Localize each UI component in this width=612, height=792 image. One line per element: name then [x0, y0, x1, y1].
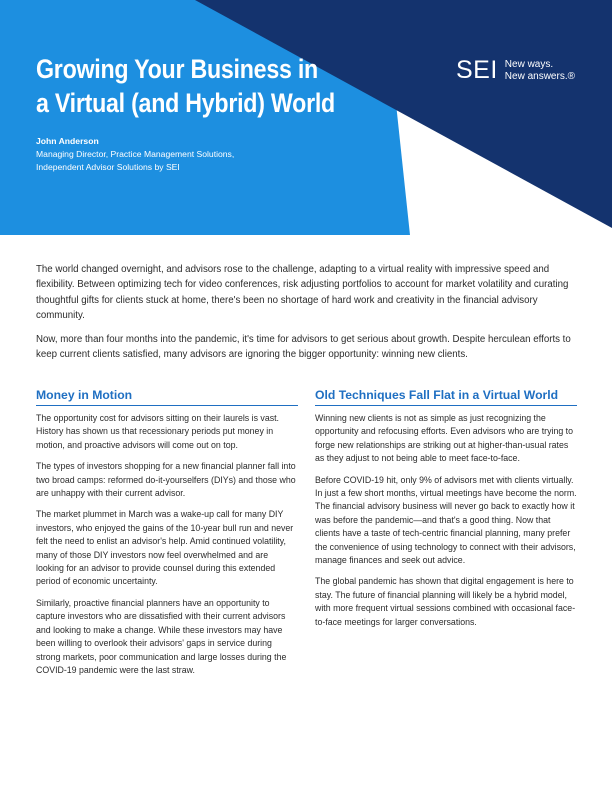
body-paragraph: Similarly, proactive financial planners have an opportunity to capture investors who are dissatisfied with their current advisors and looking to make a change. While these investors may have been willing to overlook their advisors' gaps in service during strong markets, poor communication and large losses during the COVID-19 pandemic were the last straw. — [36, 597, 287, 675]
title-line: a Virtual (and Hybrid) World — [36, 88, 335, 118]
body-paragraph: The market plummet in March was a wake-up call for many DIY investors, who enjoyed the gains of the 10-year bull run and never felt the need to enlist an advisor's help. Amid continued volatility, many of those DIY investors now feel overwhelmed and are looking for an advisor to provide counsel during this extended period of economic uncertainty. — [36, 509, 294, 587]
logo-tagline-line: New ways. — [504, 59, 554, 70]
section-heading-old-techniques: Old Techniques Fall Flat in a Virtual World — [315, 388, 577, 406]
author-block — [36, 135, 234, 174]
body-paragraph: The global pandemic has shown that digital engagement is here to stay. The future of financial planning will likely be a hybrid model, with more frequent virtual sessions combined with occasional face-to-face meetings for larger conversations. — [315, 576, 576, 627]
title-line: Growing Your Business in — [36, 54, 318, 84]
logo-mark: SEI — [456, 56, 498, 84]
body-paragraph: Winning new clients is not as simple as just recognizing the opportunity and refocusing efforts. Even advisors who are trying to forge new relationships are striking out at higher-than-usual rates as they adjust to not being able to meet face-to-face. — [315, 413, 574, 464]
author-name: John Anderson — [36, 136, 99, 146]
body-paragraph: The opportunity cost for advisors sitting on their laurels is vast. History has shown us that recessionary periods put money in motion, and proactive advisors will come out on top. — [36, 413, 280, 450]
author-role: Managing Director, Practice Management Solutions, — [36, 149, 235, 159]
intro-paragraph: Now, more than four months into the pandemic, it's time for advisors to get serious about growth. Despite herculean efforts to keep current clients satisfied, many advisors are ignoring the bigger opportunity: winning new clients. — [36, 333, 571, 361]
left-column — [36, 388, 298, 685]
logo-tagline-line: New answers.® — [504, 70, 575, 82]
intro-paragraph: The world changed overnight, and advisors rose to the challenge, adapting to a virtual reality with impressive speed and flexibility. Between optimizing tech for video conferences, risk adjusting portfolios to account for market volatility and curating thoughtful gifts for clients stuck at home, there's been no shortage of hard work and creativity in the financial advisory community. — [36, 264, 569, 322]
section-heading-money-in-motion: Money in Motion — [36, 388, 298, 406]
right-column — [315, 388, 577, 637]
banner-white-corner — [410, 228, 612, 240]
body-paragraph: The types of investors shopping for a new financial planner fall into two broad camps: reformed do-it-yourselfers (DIYs) and those who are unhappy with their current advisor. — [36, 461, 296, 499]
body-paragraph: Before COVID-19 hit, only 9% of advisors met with clients virtually. In just a few short months, virtual meetings have become the norm. The financial advisory business will never go back to exactly how it was before the pandemic—and that's a good thing. Now that clients have a taste of tech-centric financial planning, many prefer the convenience of using technology to connect with their advisors, manage finances and seek out advice. — [315, 474, 577, 566]
intro-section — [36, 262, 578, 370]
header-banner — [0, 0, 612, 240]
sei-logo — [456, 56, 575, 85]
logo-tagline — [505, 59, 575, 82]
author-role: Independent Advisor Solutions by SEI — [36, 162, 180, 172]
page-title — [36, 52, 363, 120]
header-background — [0, 0, 612, 240]
